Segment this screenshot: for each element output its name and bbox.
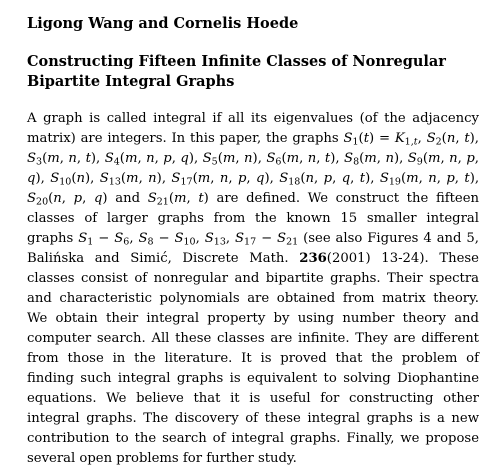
paper-title: Constructing Fifteen Infinite Classes of Nonregular Bipartite Integral Graphs xyxy=(27,53,446,90)
paper-authors: Ligong Wang and Cornelis Hoede xyxy=(27,15,299,32)
paper-abstract: A graph is called integral if all its eigenvalues (of the adjacency matrix) are integers. In this paper, the graphs $S_1(t) = K_{1,t}$, $S_2(n$, t), $S_3(m$, n, t), $S_4(m$, n, p, q), $S_5(m$, n), $S_6(m$, n, t), $S_8(m$, n), $S_9(m$, n, p, q), $S_{10}(n)$, $S_{13}(m$, n), $S_{17}(m$, n, p, q), $S_{18}(n$, p, q, t), $S_{19}(m$, n, p, t), $S_{20}(n$, p, q) and $S_{21}(m$, t) are defined. We construct the fifteen classes of larger graphs from the known 15 smaller integral graphs $S_1 - S_6$, $S_8 - S_{10}$, $S_{13}$, $S_{17} - S_{21}$ (see also Figures 4 and 5, Balińska and Simić, Discrete Math. 236(2001) 13-24). These classes consist of nonregular and bipartite graphs. Their spectra and characteristic polynomials are obtained from matrix theory. We obtain their integral property by using number theory and computer search. All these classes are infinite. They are different from those in the literature. It is proved that the problem of finding such integral graphs is equivalent to solving Diophantine equations. We believe that it is useful for constructing other integral graphs. The discovery of these integral graphs is a new contribution to the search of integral graphs. Finally, we propose several open problems for further study. xyxy=(27,111,480,466)
